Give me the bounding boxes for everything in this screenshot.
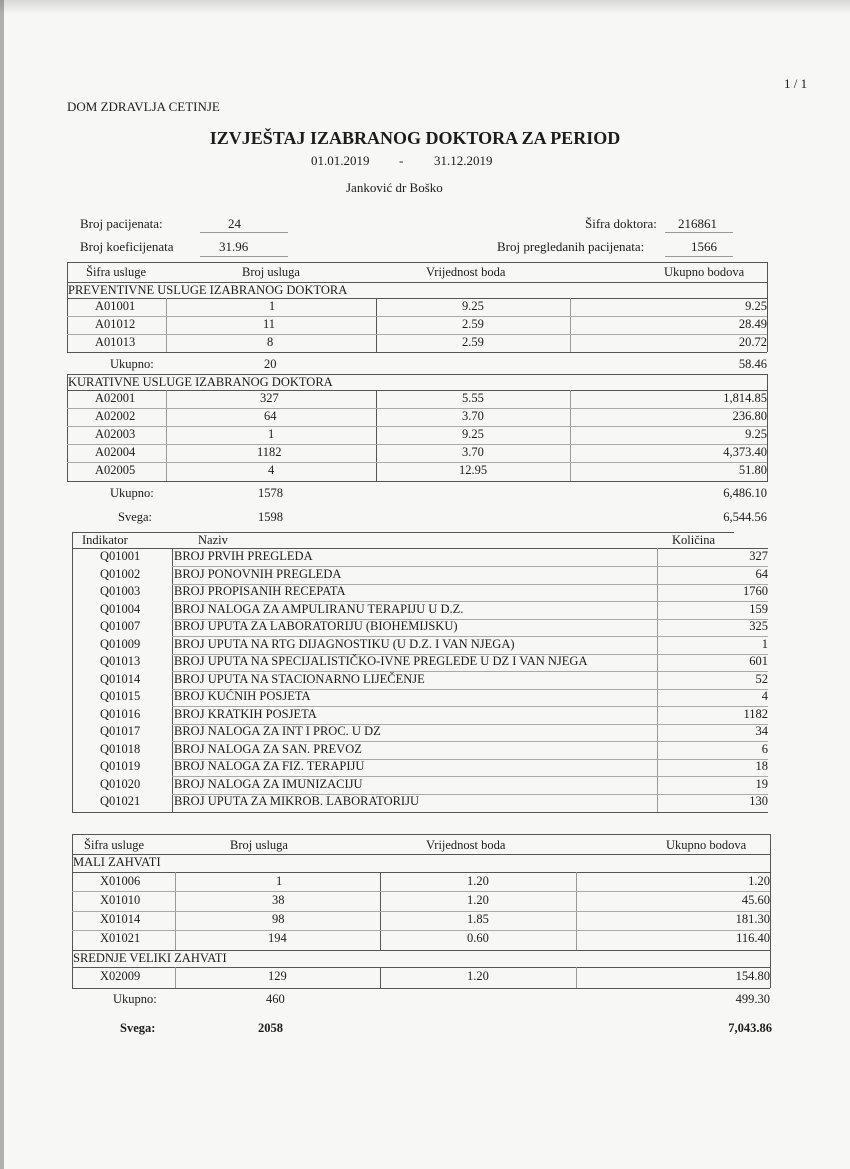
indicator-name: BROJ KUĆNIH POSJETA [174,689,311,703]
subtotal-label-preventive: Ukupno: [110,357,154,371]
indicator-code: Q01019 [100,759,141,773]
procedures-header-total: Ukupno bodova [666,838,747,852]
indicator-name: BROJ PROPISANIH RECEPATA [174,584,346,598]
table-row: X01021 194 0.60 116.40 [100,931,770,945]
indicator-name: BROJ PONOVNIH PREGLEDA [174,566,342,581]
institution-name: DOM ZDRAVLJA CETINJE [67,99,220,114]
indicator-row [72,794,768,811]
indicator-code: Q01009 [100,636,141,651]
indicator-name: BROJ NALOGA ZA AMPULIRANU TERAPIJU U D.Z. [174,601,464,616]
indicator-qty: 327 [749,549,768,563]
subtotal-total-procedures: 499.30 [735,992,770,1006]
coef-value: 31.96 [219,239,249,254]
indicator-row [72,724,768,741]
indicator-qty: 130 [749,794,768,808]
table-row: X01014 98 1.85 181.30 [100,912,770,926]
table-row: A02005 4 12.95 51.80 [95,463,767,477]
grand-label-procedures: Svega: [120,1021,156,1035]
indicator-name: BROJ UPUTA NA SPECIJALISTIČKO-IVNE PREGLEDE U DZ I VAN NJEGA [174,654,588,668]
group-title-medium-procedures: SREDNJE VELIKI ZAHVATI [73,951,227,965]
indicator-name: BROJ NALOGA ZA SAN. PREVOZ [174,741,362,756]
table-row: 1182 A02004 3.70 4,373.40 [95,445,767,459]
indicator-qty: 34 [755,724,768,738]
indicator-row [72,742,768,759]
services-header-total: Ukupno bodova [664,265,745,279]
indicator-code: Q01003 [100,584,141,598]
procedures-header-count: Broj usluga [230,838,288,852]
indicator-qty: 325 [749,619,768,633]
indicator-qty: 1 [761,636,768,651]
indicator-row [72,584,768,601]
indicator-name: BROJ KRATKIH POSJETA [174,706,317,721]
patients-label: Broj pacijenata: [80,216,163,231]
subtotal-count-curative: 1578 [258,486,283,500]
table-row: X02009 129 1.20 154.80 [100,969,770,983]
group-title-small-procedures: MALI ZAHVATI [73,855,161,869]
table-row: A01013 8 2.59 20.72 [95,335,767,349]
indicator-row [72,777,768,794]
page-number: 1 / 1 [784,76,808,91]
indicator-code: Q01017 [100,724,141,738]
indicator-name: BROJ UPUTA NA RTG DIJAGNOSTIKU (U D.Z. I VAN NJEGA) [174,636,515,651]
indicator-code: Q01013 [100,654,141,668]
period-to: 31.12.2019 [434,153,493,168]
indicators-header-qty: Količina [672,533,716,547]
indicator-qty: 52 [755,671,768,686]
subtotal-total-preventive: 58.46 [738,357,767,371]
indicator-code: Q01014 [100,671,141,686]
indicator-qty: 4 [761,689,768,703]
indicator-row [72,619,768,636]
indicator-code: Q01018 [100,741,141,756]
indicator-name: BROJ UPUTA ZA MIKROB. LABORATORIJU [174,794,419,808]
subtotal-count-preventive: 20 [264,357,277,371]
indicator-name: BROJ UPUTA NA STACIONARNO LIJEČENJE [174,671,425,686]
grand-count-services: 1598 [258,510,283,524]
indicator-name: BROJ NALOGA ZA FIZ. TERAPIJU [174,759,365,773]
indicator-qty: 159 [749,601,768,616]
indicator-code: Q01021 [100,794,141,808]
indicators-header-code: Indikator [82,533,128,547]
procedures-header-points: Vrijednost boda [426,838,506,852]
procedures-header-code: Šifra usluge [84,838,145,852]
indicator-qty: 6 [761,741,768,756]
grand-total-procedures: 7,043.86 [728,1021,772,1035]
subtotal-count-procedures: 460 [266,992,285,1006]
indicator-name: BROJ PRVIH PREGLEDA [174,549,313,563]
subtotal-total-curative: 6,486.10 [723,486,767,500]
indicator-row [72,672,768,689]
indicator-qty: 1760 [743,584,768,598]
examined-value: 1566 [691,239,717,254]
indicator-name: BROJ NALOGA ZA IMUNIZACIJU [174,776,363,791]
services-header-code: Šifra usluge [86,265,147,279]
doctor-name: Janković dr Boško [346,180,443,195]
table-row: X01010 38 1.20 45.60 [100,893,770,907]
subtotal-label-curative: Ukupno: [110,486,154,500]
grand-count-procedures: 2058 [258,1021,283,1035]
patients-value: 24 [228,216,241,231]
indicators-header-name: Naziv [198,533,228,547]
indicator-code: Q01004 [100,601,141,616]
indicator-row [72,549,768,566]
doctor-code-label: Šifra doktora: [585,216,657,231]
period-dash: - [399,153,404,168]
group-title-curative: KURATIVNE USLUGE IZABRANOG DOKTORA [68,375,333,389]
coef-label: Broj koeficijenata [80,239,174,254]
grand-label-services: Svega: [118,510,153,524]
table-row: A02001 327 5.55 1,814.85 [95,391,767,405]
indicator-qty: 1182 [743,706,768,721]
indicator-qty: 18 [755,759,768,773]
indicator-name: BROJ NALOGA ZA INT I PROC. U DZ [174,724,381,738]
report-title: IZVJEŠTAJ IZABRANOG DOKTORA ZA PERIOD [209,128,621,148]
indicator-code: Q01020 [100,776,141,791]
examined-label: Broj pregledanih pacijenata: [497,239,645,254]
indicator-code: Q01007 [100,619,141,633]
table-row: X01006 1 1.20 1.20 [100,874,770,888]
period-from: 01.01.2019 [311,153,370,168]
table-row: A02002 64 3.70 236.80 [95,409,767,423]
indicator-row [72,567,768,584]
table-row: A01001 1 9.25 9.25 [95,299,767,313]
indicator-qty: 19 [755,776,768,791]
indicator-qty: 601 [749,654,768,668]
table-row: A02003 1 9.25 9.25 [95,427,767,441]
group-title-preventive: PREVENTIVNE USLUGE IZABRANOG DOKTORA [68,283,348,297]
services-header-count: Broj usluga [242,265,300,279]
table-row: A01012 11 2.59 28.49 [95,317,767,331]
grand-total-services: 6,544.56 [723,510,767,524]
indicator-name: BROJ UPUTA ZA LABORATORIJU (BIOHEMIJSKU) [174,619,458,633]
services-header-points: Vrijednost boda [426,265,506,279]
indicator-code: Q01001 [100,549,141,563]
indicator-row [72,689,768,706]
indicator-row [72,759,768,776]
indicator-row [72,707,768,724]
doctor-code-value: 216861 [678,216,717,231]
indicator-row [72,654,768,671]
indicator-row [72,602,768,619]
indicator-code: Q01002 [100,566,141,581]
indicator-code: Q01016 [100,706,141,721]
indicator-qty: 64 [755,566,768,581]
indicator-code: Q01015 [100,689,141,703]
indicator-row [72,637,768,654]
subtotal-label-procedures: Ukupno: [113,992,157,1006]
